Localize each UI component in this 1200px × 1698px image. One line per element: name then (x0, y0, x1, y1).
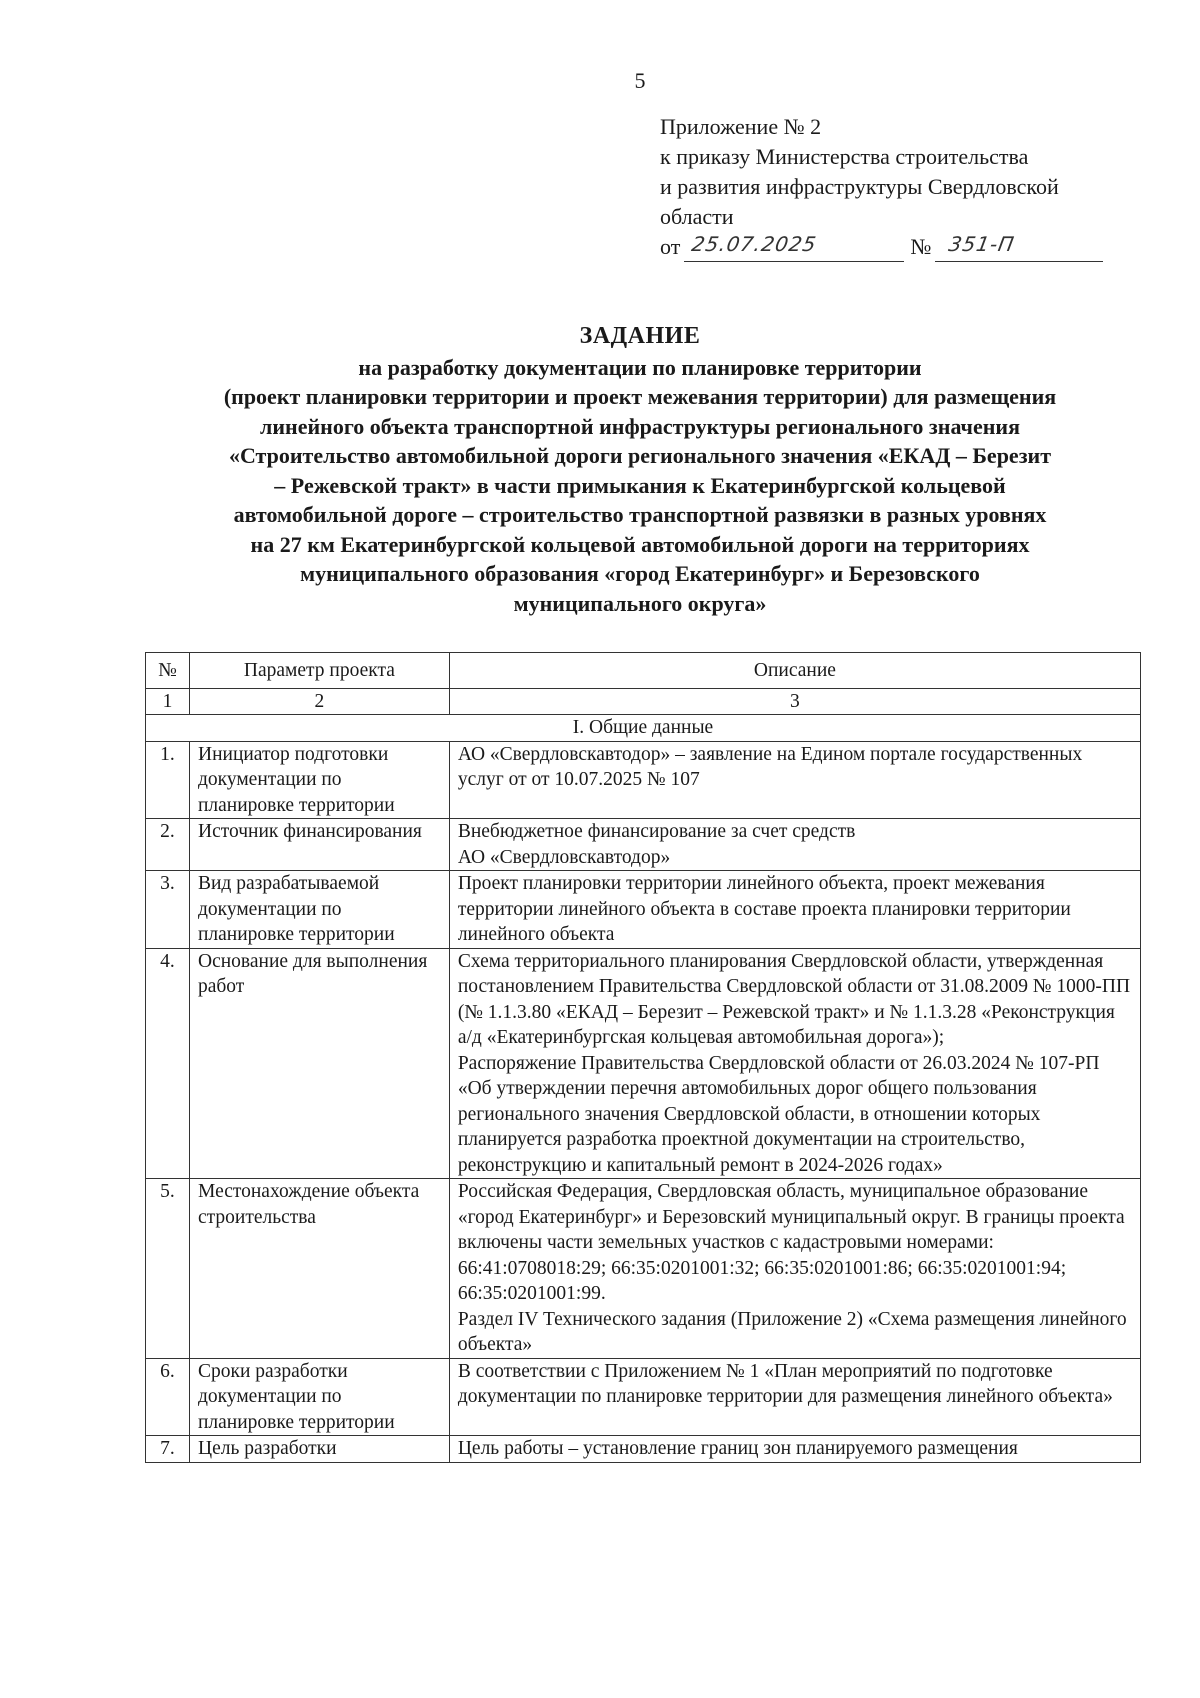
title-heading: ЗАДАНИЕ (579, 323, 701, 349)
row-description (449, 741, 1140, 819)
appendix-line: к приказу Министерства строительства (660, 144, 1029, 169)
description-paragraph: АО «Свердловскавтодор» (457, 846, 671, 868)
row-index: 3. (146, 871, 190, 949)
row-parameter: Вид разрабатываемой документации по планировке территории (189, 871, 449, 949)
row-parameter: Цель разработки (189, 1436, 449, 1463)
header-description: Описание (449, 653, 1140, 689)
description-paragraph: Распоряжение Правительства Свердловской области от 26.03.2024 № 107-РП «Об утверждении перечня автомобильных дорог общего пользования регионального значения Свердловской области, в отношении которых планируется разработка проектной документации на строительство, реконструкцию и капитальный ремонт в 2024-2026 годах» (457, 1052, 1100, 1176)
row-index: 5. (146, 1179, 190, 1359)
row-parameter: Инициатор подготовки документации по планировке территории (189, 741, 449, 819)
description-paragraph: АО «Свердловскавтодор» – заявление на Едином портале государственных услуг от от 10.07.2025 № 107 (457, 743, 1083, 790)
appendix-line: области (660, 204, 734, 229)
handwritten-date: 25.07.2025 (690, 232, 819, 256)
row-index: 4. (146, 948, 190, 1179)
handwritten-number: 351-П (947, 232, 1017, 256)
column-number: 2 (189, 688, 449, 715)
column-number: 3 (449, 688, 1140, 715)
title-line: (проект планировки территории и проект межевания территории) для размещения (223, 384, 1057, 409)
number-prefix: № (910, 234, 932, 259)
header-number: № (146, 653, 190, 689)
table-row (146, 871, 1141, 949)
appendix-block (660, 112, 1160, 262)
description-paragraph: Схема территориального планирования Свердловской области, утвержденная постановлением Правительства Свердловской области от 31.08.2009 № 1000-ПП (№ 1.1.3.80 «ЕКАД – Березит – Режевской тракт» и № 1.1.3.28 «Реконструкция а/д «Екатеринбургская кольцевая автомобильная дорога»); (457, 950, 1131, 1048)
row-index: 7. (146, 1436, 190, 1463)
order-date-number-row (660, 232, 1160, 262)
table-row (146, 948, 1141, 1179)
date-prefix: от (660, 234, 681, 259)
appendix-line: Приложение № 2 (660, 114, 822, 139)
row-parameter: Сроки разработки документации по планировке территории (189, 1358, 449, 1436)
row-index: 6. (146, 1358, 190, 1436)
header-parameter: Параметр проекта (189, 653, 449, 689)
table-row (146, 1358, 1141, 1436)
table-row (146, 741, 1141, 819)
row-index: 2. (146, 819, 190, 871)
title-line: муниципального округа» (513, 590, 767, 616)
row-description (449, 1436, 1140, 1463)
row-description (449, 1358, 1140, 1436)
row-description (449, 948, 1140, 1179)
row-description (449, 871, 1140, 949)
date-field (684, 232, 904, 262)
table-row (146, 1179, 1141, 1359)
description-paragraph: Внебюджетное финансирование за счет средств (457, 821, 856, 842)
page-number: 5 (634, 68, 646, 93)
description-paragraph: Цель работы – установление границ зон планируемого размещения (457, 1438, 1018, 1459)
title-line: «Строительство автомобильной дороги регионального значения «ЕКАД – Березит (228, 443, 1052, 468)
description-paragraph: В соответствии с Приложением № 1 «План мероприятий по подготовке документации по планировке территории для размещения линейного объекта» (457, 1360, 1113, 1407)
table-row (146, 819, 1141, 871)
table-row (146, 1436, 1141, 1463)
table-header-row (146, 653, 1141, 689)
section-title: I. Общие данные (146, 715, 1141, 742)
column-number: 1 (146, 688, 190, 715)
description-paragraph: Российская Федерация, Свердловская область, муниципальное образование «город Екатеринбург» и Березовский муниципальный округ. В границы проекта включены части земельных участков с кадастровыми номерами: 66:41:0708018:29; 66:35:0201001:32; 66:35:0201001:86; 66:35:0201001:94; 66:35:0201001:99. (457, 1181, 1125, 1304)
title-line: муниципального образования «город Екатеринбург» и Березовского (300, 561, 980, 586)
row-parameter: Основание для выполнения работ (189, 948, 449, 1179)
description-paragraph: Проект планировки территории линейного объекта, проект межевания территории линейного объекта в составе проекта планировки территории линейного объекта (457, 873, 1071, 945)
row-parameter: Источник финансирования (189, 819, 449, 871)
document-title (130, 322, 1150, 618)
title-line: на 27 км Екатеринбургской кольцевой автомобильной дороги на территориях (250, 531, 1030, 557)
parameters-table (145, 652, 1141, 1463)
row-description (449, 1179, 1140, 1359)
number-field (935, 232, 1103, 262)
title-line: линейного объекта транспортной инфраструктуры регионального значения (260, 413, 1020, 439)
row-description (449, 819, 1140, 871)
description-paragraph: Раздел IV Технического задания (Приложение 2) «Схема размещения линейного объекта» (457, 1308, 1127, 1355)
row-index: 1. (146, 741, 190, 819)
title-line: – Режевской тракт» в части примыкания к Екатеринбургской кольцевой (274, 472, 1006, 498)
row-parameter: Местонахождение объекта строительства (189, 1179, 449, 1359)
section-row (146, 715, 1141, 742)
column-number-row (146, 688, 1141, 715)
appendix-line: и развития инфраструктуры Свердловской (660, 174, 1059, 199)
title-line: автомобильной дороге – строительство транспортной развязки в разных уровнях (233, 502, 1047, 527)
title-line: на разработку документации по планировке территории (358, 354, 922, 380)
